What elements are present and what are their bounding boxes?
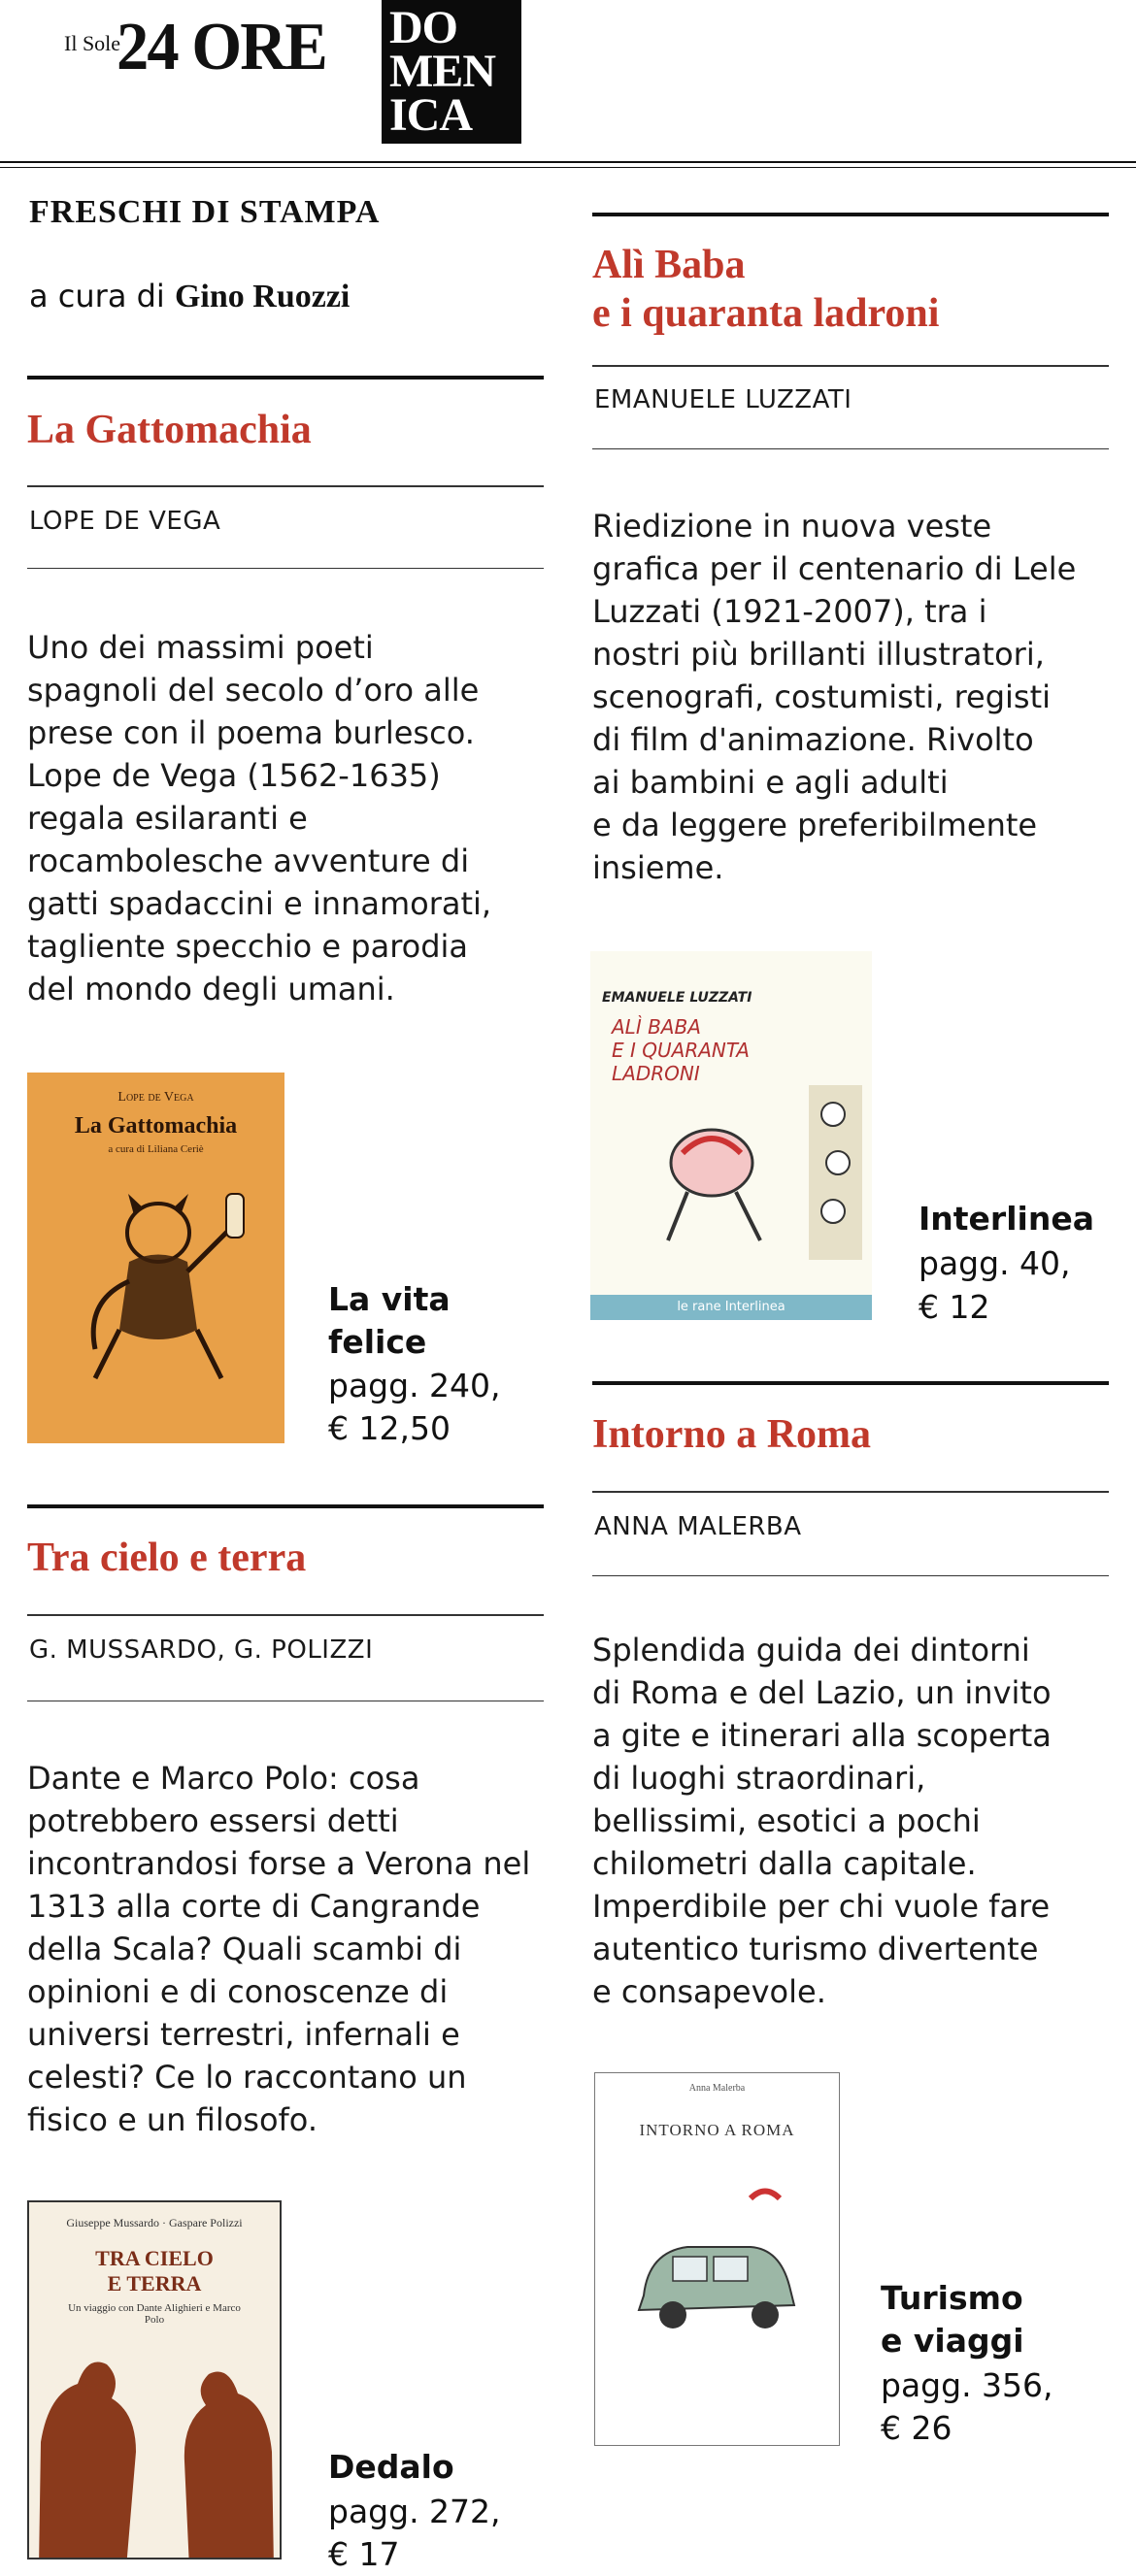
two-figures-silhouette [29, 2326, 282, 2559]
cat-swordsman-illustration [27, 1155, 284, 1407]
masthead-rule [0, 161, 1136, 163]
book-cover-gattomachia [27, 1073, 284, 1443]
cover-author: Anna Malerba [688, 2083, 746, 2094]
book-price-gattomachia: € 12,50 [328, 1409, 451, 1447]
book-rule-thin [27, 568, 544, 569]
book-text-intorno-a-roma: Splendida guida dei dintorni di Roma e del Lazio, un invito a gite e itinerari alla scoperta di luoghi straordinari, bellissimi, esotici a pochi chilometri dalla capitale. Imperdibile per chi vuole fare autentico turismo divertente e consapevole. [592, 1632, 1052, 2010]
book-price-tra-cielo-e-terra: € 17 [328, 2535, 400, 2573]
masthead-sole-small: Il Sole [64, 31, 121, 55]
book-rule-thick [27, 1504, 544, 1508]
book-publisher-gattomachia [328, 1278, 542, 1364]
book-text-gattomachia: Uno dei massimi poeti spagnoli del secolo d’oro alle prese con il poema burlesco. Lope de Vega (1562-1635) regala esilaranti e rocambolesche avventure di gatti spadaccini e innamorati, tagliente specchio e parodia del mondo degli umani. [27, 629, 492, 1007]
book-rule-thick [592, 213, 1109, 216]
book-rule-thin [592, 365, 1109, 367]
masthead-24-ore: 24 ORE [117, 10, 326, 84]
book-text-ali-baba: Riedizione in nuova veste grafica per il centenario di Lele Luzzati (1921-2007), tra i nostri più brillanti illustratori, scenografi, costumisti, registi di film d'animazione. Rivolto ai bambini e agli adulti e da leggere preferibilmente insieme. [592, 508, 1077, 886]
section-curator [29, 278, 350, 315]
section-rubric: FRESCHI DI STAMPA [29, 194, 381, 230]
book-publisher-intorno-a-roma [881, 2277, 1024, 2362]
book-title-intorno-a-roma: Intorno a Roma [592, 1412, 872, 1457]
publisher-name: Turismo e viaggi [881, 2279, 1024, 2360]
book-rule-thin [27, 485, 544, 487]
domenica-line-2: MEN [389, 46, 495, 97]
book-title-tra-cielo-e-terra: Tra cielo e terra [27, 1536, 307, 1580]
book-author-ali-baba: EMANUELE LUZZATI [594, 385, 852, 414]
book-author-tra-cielo-e-terra: G. MUSSARDO, G. POLIZZI [29, 1635, 374, 1665]
book-title-gattomachia: La Gattomachia [27, 408, 312, 452]
cover-author: EMANUELE LUZZATI [602, 990, 752, 1006]
book-pages-gattomachia: pagg. 240, [328, 1367, 501, 1404]
cover-subtitle: a cura di Liliana Ceriè [108, 1143, 204, 1155]
cover-title: TRA CIELO E TERRA [95, 2246, 214, 2295]
book-cover-intorno-a-roma [594, 2072, 840, 2446]
curator-prefix: a cura di [29, 278, 175, 314]
book-pages-ali-baba: pagg. 40, [919, 1244, 1071, 1282]
book-price-ali-baba: € 12 [919, 1288, 990, 1326]
cover-author: Lope de Vega [117, 1090, 194, 1105]
publisher-name: Interlinea [919, 1200, 1094, 1238]
book-text-tra-cielo-e-terra: Dante e Marco Polo: cosa potrebbero essersi detti incontrandosi forse a Verona nel 1313 alla corte di Cangrande della Scala? Quali scambi di opinioni e di conoscenze di universi terrestri, infernali e celesti? Ce lo raccontano un fisico e un filosofo. [27, 1760, 531, 2138]
cover-title: La Gattomachia [74, 1113, 238, 1139]
book-price-intorno-a-roma: € 26 [881, 2409, 952, 2447]
book-author-gattomachia: LOPE DE VEGA [29, 507, 221, 536]
cover-subtitle: Un viaggio con Dante Alighieri e Marco Polo [68, 2302, 241, 2326]
curator-name: Gino Ruozzi [174, 279, 351, 314]
cover-author: Giuseppe Mussardo · Gaspare Polizzi [66, 2216, 243, 2229]
publisher-name: La vita felice [328, 1280, 451, 1361]
cover-title: INTORNO A ROMA [639, 2121, 795, 2139]
domenica-line-3: ICA [389, 89, 473, 141]
book-pages-intorno-a-roma: pagg. 356, [881, 2366, 1053, 2404]
masthead-domenica-logo [382, 0, 521, 144]
book-rule-thick [592, 1381, 1109, 1385]
book-rule-thin [27, 1614, 544, 1616]
book-pages-tra-cielo-e-terra: pagg. 272, [328, 2493, 501, 2530]
book-rule-thick [27, 376, 544, 380]
book-cover-tra-cielo-e-terra [27, 2200, 282, 2559]
ali-baba-illustration [590, 1085, 872, 1260]
book-publisher-tra-cielo-e-terra [328, 2446, 454, 2489]
book-rule-thin [592, 448, 1109, 449]
cover-title: ALÌ BABA E I QUARANTA LADRONI [612, 1015, 750, 1085]
book-cover-ali-baba [590, 951, 872, 1320]
domenica-line-1: DO [389, 2, 457, 53]
vintage-car-illustration [595, 2179, 840, 2393]
cover-series-band: le rane Interlinea [590, 1295, 872, 1320]
publisher-name: Dedalo [328, 2448, 454, 2486]
book-publisher-ali-baba [919, 1198, 1094, 1240]
book-rule-thin [592, 1491, 1109, 1493]
masthead-rule-thin [0, 167, 1136, 168]
book-rule-thin [592, 1575, 1109, 1576]
book-title-ali-baba: Alì Baba e i quaranta ladroni [592, 243, 940, 336]
book-author-intorno-a-roma: ANNA MALERBA [594, 1512, 802, 1541]
